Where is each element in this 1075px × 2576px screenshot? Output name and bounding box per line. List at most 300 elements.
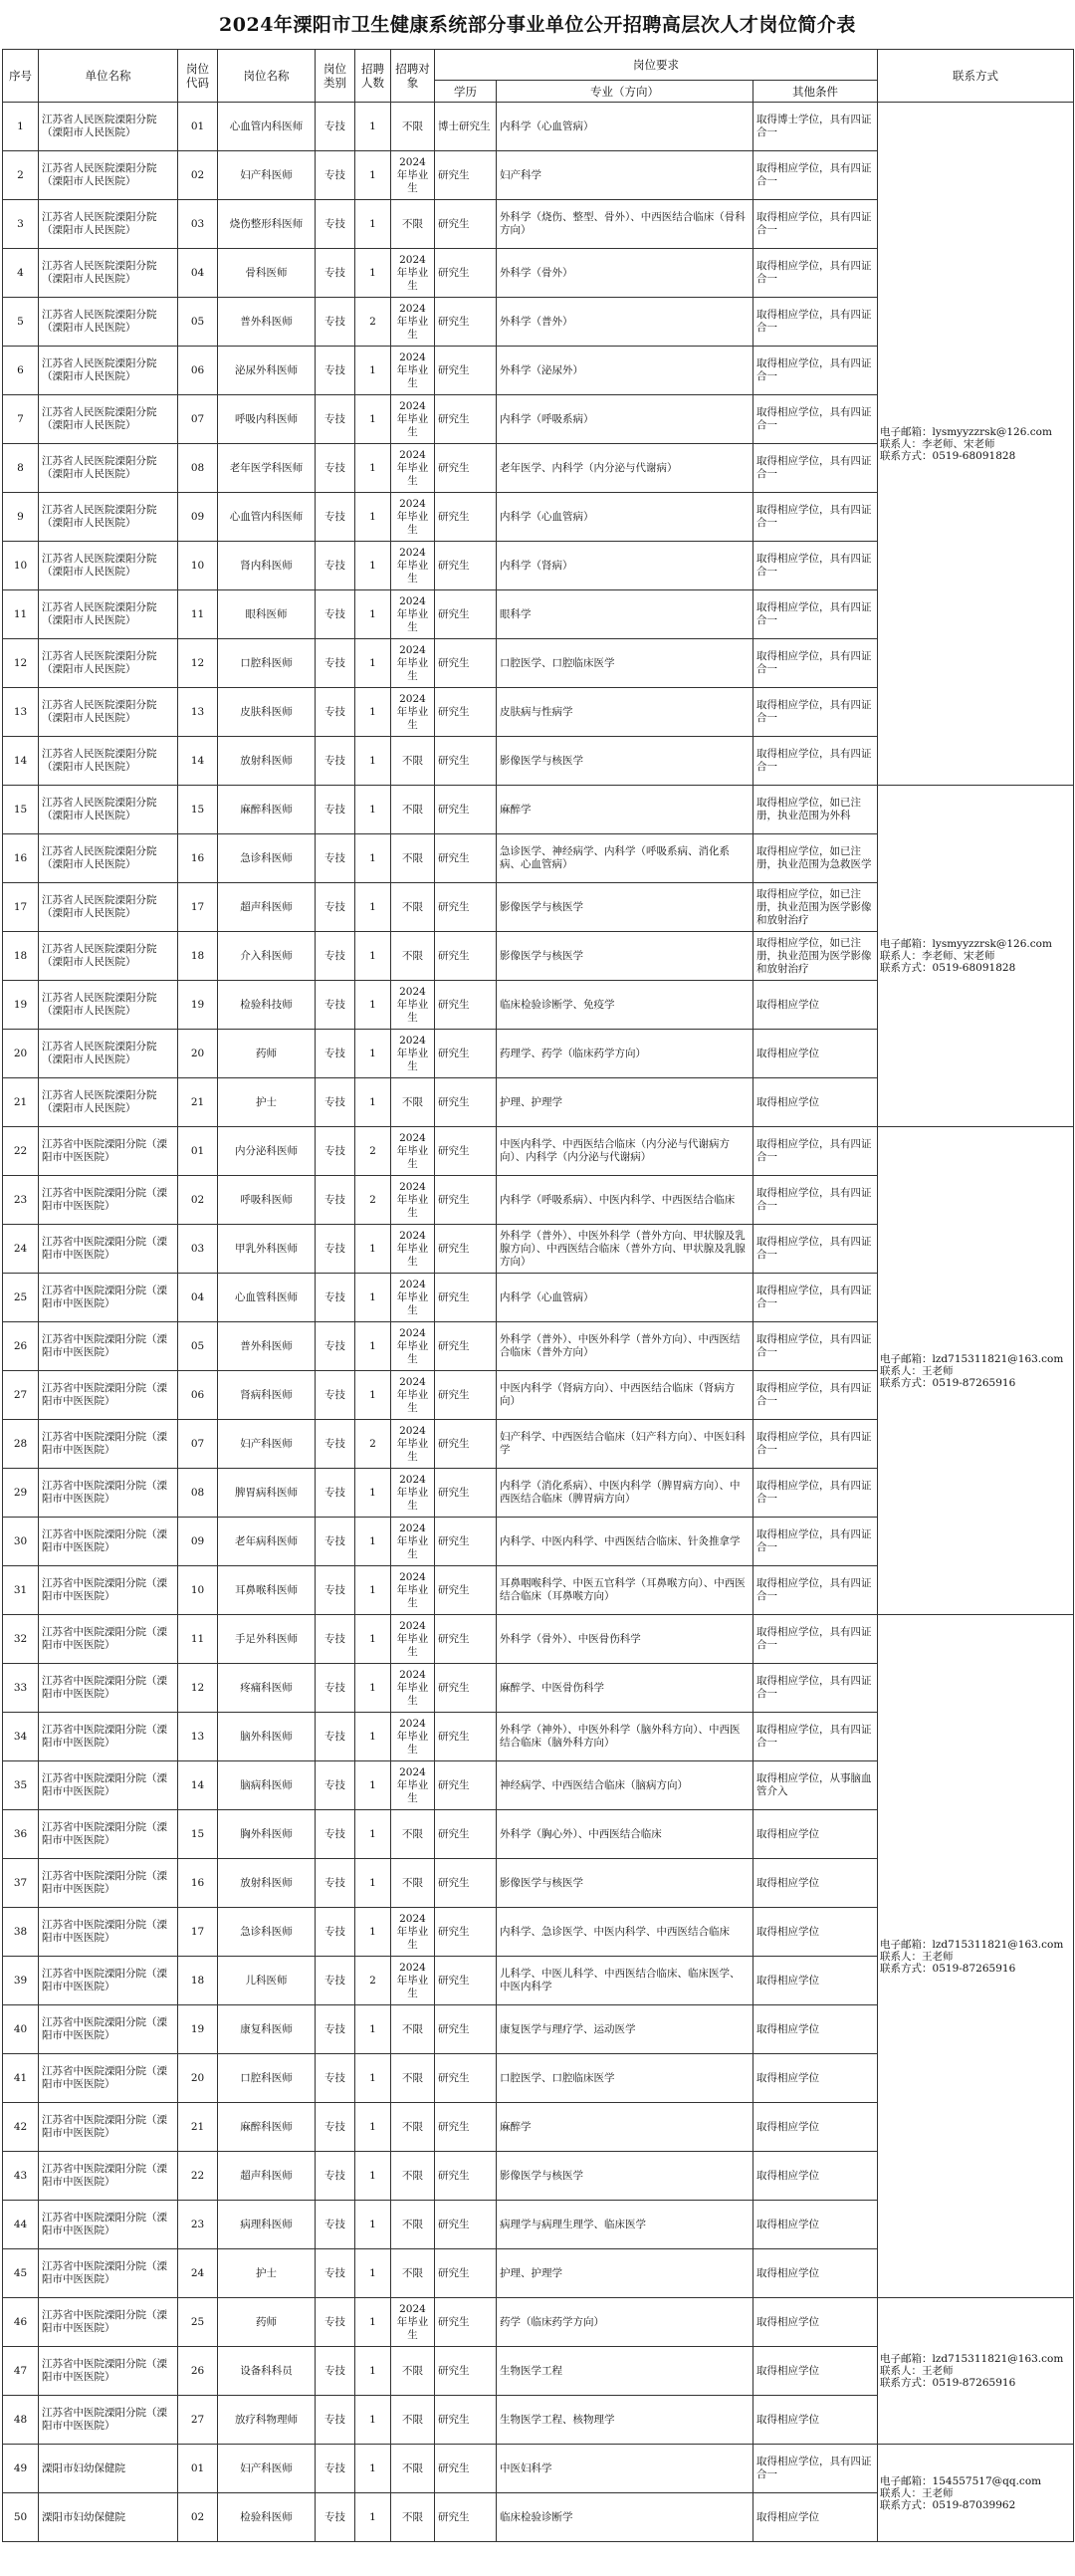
cell-post-code: 01 [178,2445,218,2493]
cell-post-code: 12 [178,1664,218,1713]
cell-post-code: 04 [178,1274,218,1322]
cell-unit: 江苏省人民医院溧阳分院（溧阳市人民医院） [39,151,178,200]
cell-seq: 35 [3,1761,39,1810]
cell-education: 研究生 [435,786,497,834]
cell-post-code: 27 [178,2396,218,2445]
cell-education: 研究生 [435,1518,497,1566]
cell-other: 取得相应学位，具有四证合一 [753,347,878,395]
cell-seq: 15 [3,786,39,834]
cell-count: 1 [355,932,391,981]
cell-other: 取得相应学位 [753,2493,878,2542]
cell-post-type: 专技 [316,1908,355,1957]
cell-major: 神经病学、中西医结合临床（脑病方向） [497,1761,753,1810]
page-title: 2024年溧阳市卫生健康系统部分事业单位公开招聘高层次人才岗位简介表 [219,14,856,36]
cell-count: 1 [355,1518,391,1566]
cell-education: 研究生 [435,2201,497,2249]
cell-post-type: 专技 [316,1469,355,1518]
cell-seq: 41 [3,2054,39,2103]
cell-education: 研究生 [435,1078,497,1127]
cell-unit: 江苏省人民医院溧阳分院（溧阳市人民医院） [39,347,178,395]
cell-seq: 32 [3,1615,39,1664]
cell-education: 研究生 [435,249,497,298]
cell-seq: 30 [3,1518,39,1566]
cell-major: 外科学（骨外） [497,249,753,298]
cell-post-code: 26 [178,2347,218,2396]
cell-target: 2024年毕业生 [391,1761,435,1810]
cell-seq: 47 [3,2347,39,2396]
cell-target: 不限 [391,2249,435,2298]
cell-unit: 江苏省中医院溧阳分院（溧阳市中医医院） [39,1518,178,1566]
cell-target: 不限 [391,737,435,786]
cell-post-code: 14 [178,737,218,786]
header-education: 学历 [435,81,497,103]
cell-contact: 电子邮箱：lysmyyzzrsk@126.com 联系人：李老师、宋老师 联系方式：0519-68091828 [878,103,1074,786]
cell-post-name: 皮肤科医师 [218,688,316,737]
cell-education: 研究生 [435,2347,497,2396]
cell-post-code: 23 [178,2201,218,2249]
cell-target: 2024年毕业生 [391,1957,435,2005]
cell-education: 研究生 [435,2396,497,2445]
cell-other: 取得相应学位，如已注册，执业范围为外科 [753,786,878,834]
cell-post-type: 专技 [316,2396,355,2445]
cell-count: 1 [355,1566,391,1615]
cell-seq: 12 [3,639,39,688]
cell-post-type: 专技 [316,1664,355,1713]
cell-other: 取得相应学位，具有四证合一 [753,1127,878,1176]
cell-post-name: 普外科医师 [218,298,316,347]
cell-target: 不限 [391,932,435,981]
cell-post-name: 普外科医师 [218,1322,316,1371]
cell-major: 内科学（心血管病） [497,1274,753,1322]
cell-seq: 43 [3,2152,39,2201]
cell-post-type: 专技 [316,1859,355,1908]
cell-post-type: 专技 [316,1810,355,1859]
cell-post-code: 09 [178,493,218,542]
cell-education: 研究生 [435,1225,497,1274]
cell-major: 临床检验诊断学、免疫学 [497,981,753,1030]
cell-target: 不限 [391,2396,435,2445]
cell-major: 口腔医学、口腔临床医学 [497,2054,753,2103]
cell-count: 2 [355,1420,391,1469]
cell-post-type: 专技 [316,2005,355,2054]
cell-other: 取得相应学位 [753,2103,878,2152]
cell-other: 取得相应学位，具有四证合一 [753,1420,878,1469]
cell-seq: 49 [3,2445,39,2493]
cell-post-name: 妇产科医师 [218,2445,316,2493]
cell-other: 取得相应学位，如已注册，执业范围为急救医学 [753,834,878,883]
cell-unit: 江苏省人民医院溧阳分院（溧阳市人民医院） [39,883,178,932]
cell-seq: 16 [3,834,39,883]
cell-post-type: 专技 [316,151,355,200]
cell-post-code: 10 [178,1566,218,1615]
cell-target: 不限 [391,834,435,883]
cell-seq: 24 [3,1225,39,1274]
cell-education: 研究生 [435,2054,497,2103]
cell-count: 1 [355,1469,391,1518]
cell-seq: 5 [3,298,39,347]
cell-education: 研究生 [435,1371,497,1420]
cell-count: 1 [355,834,391,883]
cell-target: 2024年毕业生 [391,1664,435,1713]
cell-post-type: 专技 [316,2054,355,2103]
cell-unit: 江苏省人民医院溧阳分院（溧阳市人民医院） [39,493,178,542]
cell-other: 取得相应学位 [753,1957,878,2005]
cell-target: 2024年毕业生 [391,1225,435,1274]
cell-post-name: 急诊科医师 [218,834,316,883]
cell-major: 内科学（心血管病） [497,493,753,542]
cell-major: 麻醉学、中医骨伤科学 [497,1664,753,1713]
cell-count: 1 [355,1371,391,1420]
cell-education: 研究生 [435,1615,497,1664]
cell-education: 研究生 [435,2152,497,2201]
cell-count: 1 [355,2005,391,2054]
cell-seq: 11 [3,590,39,639]
cell-post-name: 烧伤整形科医师 [218,200,316,249]
cell-education: 研究生 [435,2493,497,2542]
cell-post-type: 专技 [316,688,355,737]
cell-count: 2 [355,1957,391,2005]
cell-seq: 48 [3,2396,39,2445]
table-row [3,786,1074,834]
cell-contact: 电子邮箱：lzd715311821@163.com 联系人：王老师 联系方式：0519-87265916 [878,1615,1074,2298]
header-count: 招聘人数 [355,50,391,103]
cell-unit: 江苏省中医院溧阳分院（溧阳市中医医院） [39,2005,178,2054]
cell-seq: 45 [3,2249,39,2298]
cell-target: 2024年毕业生 [391,639,435,688]
cell-education: 研究生 [435,883,497,932]
cell-major: 儿科学、中医儿科学、中西医结合临床、临床医学、中医内科学 [497,1957,753,2005]
cell-seq: 39 [3,1957,39,2005]
cell-post-name: 设备科科员 [218,2347,316,2396]
cell-count: 1 [355,1225,391,1274]
cell-post-code: 17 [178,1908,218,1957]
cell-target: 2024年毕业生 [391,2298,435,2347]
cell-major: 口腔医学、口腔临床医学 [497,639,753,688]
cell-post-code: 06 [178,1371,218,1420]
cell-post-name: 检验科医师 [218,2493,316,2542]
cell-unit: 江苏省中医院溧阳分院（溧阳市中医医院） [39,2249,178,2298]
cell-major: 影像医学与核医学 [497,737,753,786]
cell-contact: 电子邮箱：lzd715311821@163.com 联系人：王老师 联系方式：0519-87265916 [878,2298,1074,2445]
cell-major: 内科学（心血管病） [497,103,753,151]
cell-major: 药学（临床药学方向） [497,2298,753,2347]
cell-post-code: 02 [178,151,218,200]
cell-education: 研究生 [435,2103,497,2152]
cell-other: 取得相应学位 [753,2152,878,2201]
cell-unit: 江苏省中医院溧阳分院（溧阳市中医医院） [39,1322,178,1371]
cell-post-name: 骨科医师 [218,249,316,298]
cell-post-code: 13 [178,688,218,737]
cell-target: 不限 [391,2152,435,2201]
cell-post-name: 脾胃病科医师 [218,1469,316,1518]
cell-other: 取得相应学位，具有四证合一 [753,1225,878,1274]
cell-major: 中医内科学（肾病方向）、中西医结合临床（肾病方向） [497,1371,753,1420]
cell-other: 取得相应学位，具有四证合一 [753,1566,878,1615]
cell-post-name: 肾病科医师 [218,1371,316,1420]
cell-post-name: 脑病科医师 [218,1761,316,1810]
cell-post-code: 11 [178,1615,218,1664]
cell-post-type: 专技 [316,737,355,786]
cell-target: 2024年毕业生 [391,444,435,493]
cell-other: 取得相应学位，具有四证合一 [753,493,878,542]
cell-unit: 江苏省中医院溧阳分院（溧阳市中医医院） [39,1810,178,1859]
cell-education: 研究生 [435,932,497,981]
cell-major: 中医内科学、中西医结合临床（内分泌与代谢病方向）、内科学（内分泌与代谢病） [497,1127,753,1176]
cell-unit: 江苏省中医院溧阳分院（溧阳市中医医院） [39,2103,178,2152]
cell-education: 研究生 [435,1274,497,1322]
cell-count: 1 [355,542,391,590]
cell-unit: 江苏省中医院溧阳分院（溧阳市中医医院） [39,1371,178,1420]
cell-target: 不限 [391,2005,435,2054]
cell-other: 取得相应学位，具有四证合一 [753,249,878,298]
cell-other: 取得相应学位，具有四证合一 [753,1274,878,1322]
cell-post-type: 专技 [316,1176,355,1225]
cell-post-type: 专技 [316,542,355,590]
cell-unit: 江苏省中医院溧阳分院（溧阳市中医医院） [39,1957,178,2005]
table-row [3,1615,1074,1664]
cell-education: 研究生 [435,200,497,249]
cell-seq: 4 [3,249,39,298]
cell-count: 2 [355,1176,391,1225]
cell-post-type: 专技 [316,639,355,688]
cell-major: 麻醉学 [497,2103,753,2152]
table-row [3,2445,1074,2493]
cell-post-type: 专技 [316,103,355,151]
cell-seq: 14 [3,737,39,786]
cell-other: 取得相应学位 [753,2005,878,2054]
cell-education: 研究生 [435,1176,497,1225]
cell-target: 不限 [391,2493,435,2542]
cell-other: 取得相应学位，具有四证合一 [753,1518,878,1566]
cell-other: 取得博士学位，具有四证合一 [753,103,878,151]
cell-education: 研究生 [435,1566,497,1615]
header-other: 其他条件 [753,81,878,103]
cell-seq: 13 [3,688,39,737]
cell-target: 2024年毕业生 [391,688,435,737]
cell-target: 2024年毕业生 [391,1371,435,1420]
cell-unit: 江苏省中医院溧阳分院（溧阳市中医医院） [39,1664,178,1713]
cell-education: 研究生 [435,1908,497,1957]
cell-post-type: 专技 [316,1761,355,1810]
cell-target: 2024年毕业生 [391,542,435,590]
cell-count: 1 [355,1761,391,1810]
cell-post-code: 17 [178,883,218,932]
cell-count: 1 [355,1810,391,1859]
cell-post-type: 专技 [316,493,355,542]
cell-post-name: 超声科医师 [218,883,316,932]
recruitment-table [2,49,1074,2542]
cell-count: 1 [355,2493,391,2542]
cell-unit: 江苏省中医院溧阳分院（溧阳市中医医院） [39,2152,178,2201]
cell-post-name: 康复科医师 [218,2005,316,2054]
cell-post-code: 20 [178,1030,218,1078]
cell-major: 临床检验诊断学 [497,2493,753,2542]
cell-post-type: 专技 [316,883,355,932]
cell-major: 护理、护理学 [497,1078,753,1127]
cell-other: 取得相应学位，如已注册，执业范围为医学影像和放射治疗 [753,883,878,932]
cell-post-code: 05 [178,1322,218,1371]
cell-contact: 电子邮箱：lzd715311821@163.com 联系人：王老师 联系方式：0519-87265916 [878,1127,1074,1615]
cell-other: 取得相应学位，从事脑血管介入 [753,1761,878,1810]
cell-unit: 江苏省人民医院溧阳分院（溧阳市人民医院） [39,981,178,1030]
cell-post-type: 专技 [316,1713,355,1761]
cell-post-name: 手足外科医师 [218,1615,316,1664]
cell-other: 取得相应学位 [753,1810,878,1859]
cell-major: 内科学、急诊医学、中医内科学、中西医结合临床 [497,1908,753,1957]
cell-post-name: 妇产科医师 [218,151,316,200]
cell-post-code: 16 [178,1859,218,1908]
cell-post-code: 12 [178,639,218,688]
cell-post-name: 脑外科医师 [218,1713,316,1761]
cell-education: 研究生 [435,1761,497,1810]
cell-education: 研究生 [435,1664,497,1713]
cell-other: 取得相应学位 [753,1078,878,1127]
cell-other: 取得相应学位，具有四证合一 [753,639,878,688]
header-seq: 序号 [3,50,39,103]
cell-post-code: 02 [178,2493,218,2542]
cell-education: 研究生 [435,1469,497,1518]
cell-unit: 江苏省中医院溧阳分院（溧阳市中医医院） [39,1615,178,1664]
cell-target: 2024年毕业生 [391,298,435,347]
cell-post-type: 专技 [316,1420,355,1469]
cell-unit: 江苏省中医院溧阳分院（溧阳市中医医院） [39,2298,178,2347]
cell-post-type: 专技 [316,1030,355,1078]
cell-post-name: 耳鼻喉科医师 [218,1566,316,1615]
cell-post-type: 专技 [316,2249,355,2298]
cell-education: 研究生 [435,542,497,590]
header-contact: 联系方式 [878,50,1074,103]
cell-unit: 江苏省人民医院溧阳分院（溧阳市人民医院） [39,1030,178,1078]
cell-target: 2024年毕业生 [391,1713,435,1761]
cell-post-code: 18 [178,932,218,981]
cell-post-code: 08 [178,1469,218,1518]
cell-unit: 江苏省中医院溧阳分院（溧阳市中医医院） [39,1225,178,1274]
cell-other: 取得相应学位，具有四证合一 [753,1664,878,1713]
cell-unit: 江苏省中医院溧阳分院（溧阳市中医医院） [39,2347,178,2396]
cell-major: 内科学、中医内科学、中西医结合临床、针灸推拿学 [497,1518,753,1566]
cell-post-type: 专技 [316,1225,355,1274]
cell-count: 1 [355,2103,391,2152]
cell-target: 2024年毕业生 [391,590,435,639]
table-body [3,103,1074,2542]
cell-post-name: 儿科医师 [218,1957,316,2005]
cell-post-code: 07 [178,395,218,444]
cell-count: 1 [355,2152,391,2201]
cell-major: 内科学（肾病） [497,542,753,590]
cell-count: 1 [355,883,391,932]
cell-post-code: 09 [178,1518,218,1566]
cell-other: 取得相应学位，具有四证合一 [753,737,878,786]
cell-post-type: 专技 [316,2103,355,2152]
cell-target: 2024年毕业生 [391,1030,435,1078]
cell-other: 取得相应学位，具有四证合一 [753,542,878,590]
cell-target: 不限 [391,2054,435,2103]
cell-count: 1 [355,395,391,444]
cell-count: 1 [355,347,391,395]
cell-count: 1 [355,1030,391,1078]
cell-seq: 7 [3,395,39,444]
cell-post-code: 22 [178,2152,218,2201]
cell-other: 取得相应学位，具有四证合一 [753,395,878,444]
cell-seq: 21 [3,1078,39,1127]
cell-other: 取得相应学位，具有四证合一 [753,1615,878,1664]
cell-education: 研究生 [435,395,497,444]
cell-post-type: 专技 [316,981,355,1030]
cell-seq: 9 [3,493,39,542]
cell-unit: 江苏省人民医院溧阳分院（溧阳市人民医院） [39,1078,178,1127]
cell-seq: 38 [3,1908,39,1957]
cell-post-type: 专技 [316,249,355,298]
cell-post-name: 口腔科医师 [218,2054,316,2103]
cell-count: 1 [355,2396,391,2445]
cell-count: 2 [355,298,391,347]
cell-seq: 17 [3,883,39,932]
cell-education: 研究生 [435,1322,497,1371]
cell-unit: 江苏省中医院溧阳分院（溧阳市中医医院） [39,1274,178,1322]
cell-major: 外科学（骨外）、中医骨伤科学 [497,1615,753,1664]
cell-count: 1 [355,590,391,639]
cell-post-type: 专技 [316,2152,355,2201]
cell-education: 研究生 [435,834,497,883]
header-requirements: 岗位要求 [435,50,878,81]
cell-count: 1 [355,981,391,1030]
cell-target: 不限 [391,200,435,249]
cell-post-type: 专技 [316,834,355,883]
cell-count: 1 [355,249,391,298]
cell-unit: 溧阳市妇幼保健院 [39,2493,178,2542]
cell-target: 2024年毕业生 [391,151,435,200]
cell-target: 2024年毕业生 [391,1566,435,1615]
cell-major: 影像医学与核医学 [497,2152,753,2201]
cell-seq: 22 [3,1127,39,1176]
cell-post-code: 21 [178,2103,218,2152]
cell-other: 取得相应学位，具有四证合一 [753,1469,878,1518]
cell-seq: 20 [3,1030,39,1078]
cell-other: 取得相应学位 [753,2201,878,2249]
cell-post-type: 专技 [316,444,355,493]
cell-post-name: 内分泌科医师 [218,1127,316,1176]
cell-major: 护理、护理学 [497,2249,753,2298]
cell-count: 1 [355,2249,391,2298]
cell-target: 不限 [391,2445,435,2493]
cell-post-name: 呼吸科医师 [218,1176,316,1225]
cell-count: 1 [355,688,391,737]
cell-post-code: 03 [178,200,218,249]
cell-major: 生物医学工程、核物理学 [497,2396,753,2445]
cell-major: 内科学（呼吸系病）、中医内科学、中西医结合临床 [497,1176,753,1225]
cell-post-type: 专技 [316,590,355,639]
cell-education: 研究生 [435,444,497,493]
cell-unit: 江苏省人民医院溧阳分院（溧阳市人民医院） [39,834,178,883]
cell-seq: 26 [3,1322,39,1371]
cell-seq: 19 [3,981,39,1030]
table-row [3,2298,1074,2347]
cell-post-name: 护士 [218,2249,316,2298]
cell-major: 病理学与病理生理学、临床医学 [497,2201,753,2249]
cell-education: 研究生 [435,2445,497,2493]
cell-education: 研究生 [435,2005,497,2054]
cell-unit: 江苏省中医院溧阳分院（溧阳市中医医院） [39,1908,178,1957]
cell-post-type: 专技 [316,932,355,981]
cell-post-name: 检验科技师 [218,981,316,1030]
cell-other: 取得相应学位，具有四证合一 [753,2445,878,2493]
cell-other: 取得相应学位 [753,2396,878,2445]
cell-other: 取得相应学位，具有四证合一 [753,688,878,737]
cell-unit: 江苏省人民医院溧阳分院（溧阳市人民医院） [39,639,178,688]
cell-education: 研究生 [435,1127,497,1176]
cell-major: 外科学（神外）、中医外科学（脑外科方向）、中西医结合临床（脑外科方向） [497,1713,753,1761]
cell-education: 研究生 [435,1713,497,1761]
